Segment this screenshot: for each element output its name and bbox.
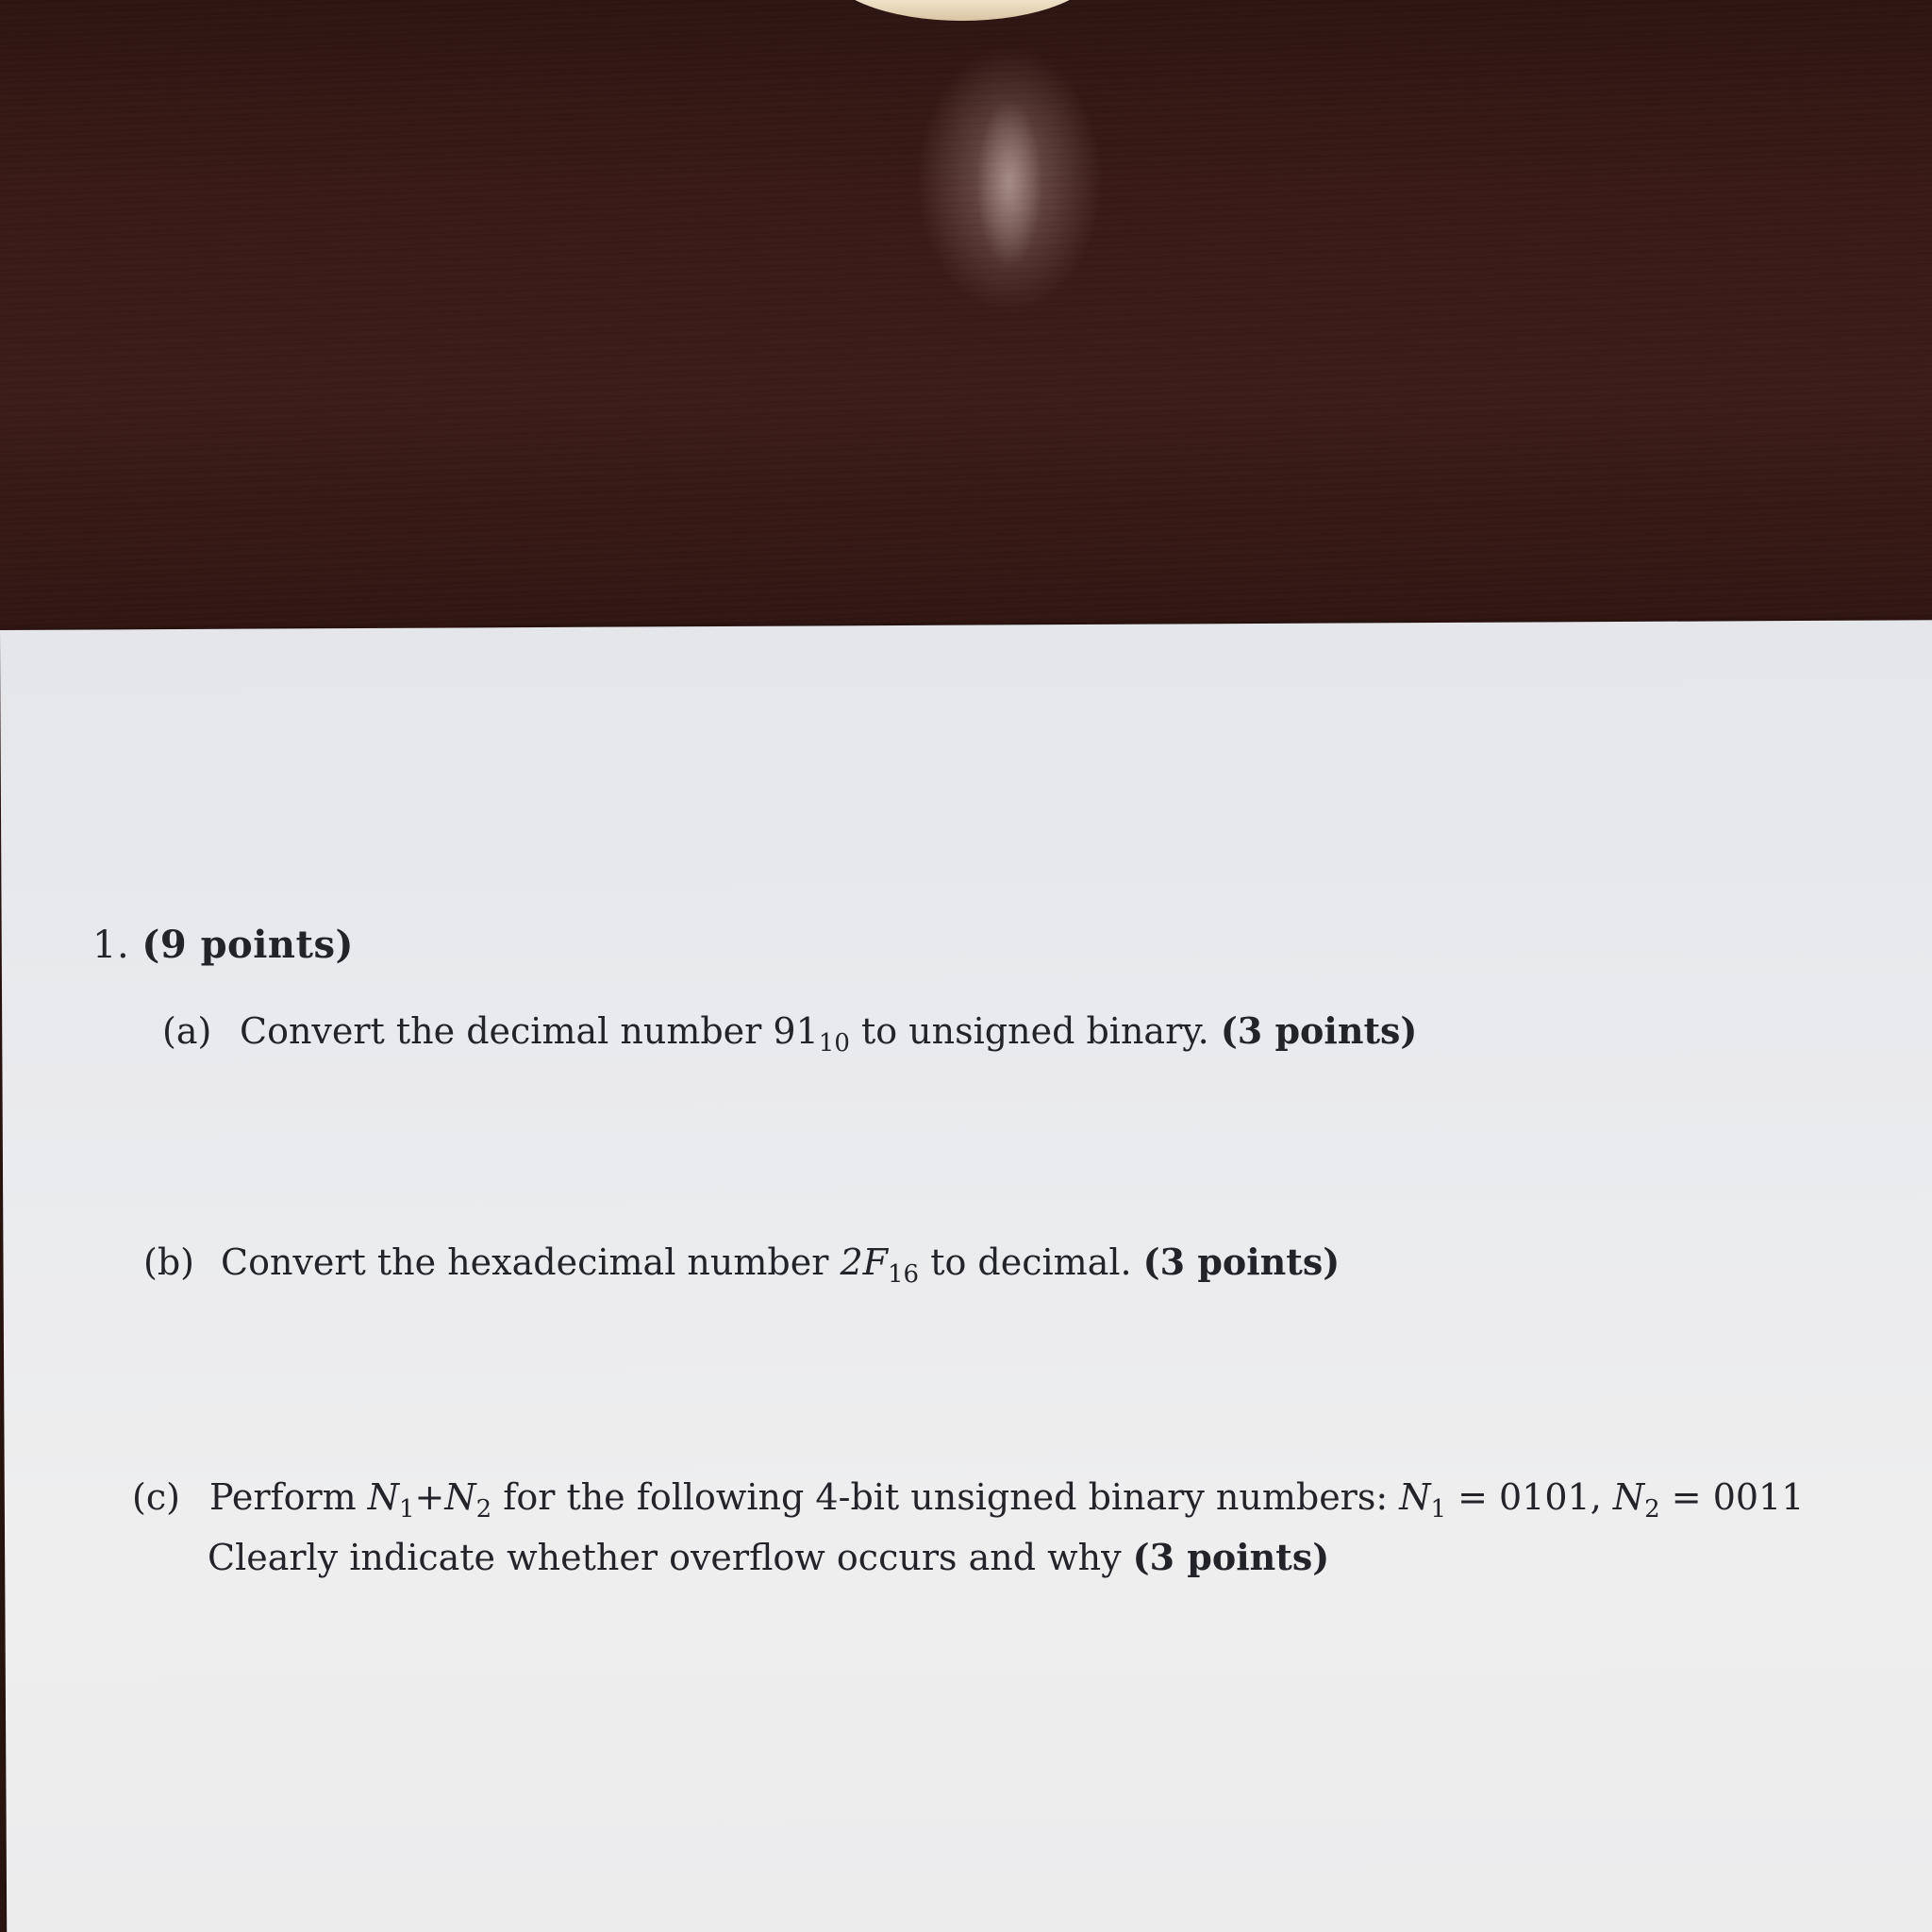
- part-c-eq1-var: N: [1399, 1476, 1431, 1518]
- part-c-line2-text: Clearly indicate whether overflow occurs and why: [208, 1537, 1133, 1578]
- part-c-label: (c): [132, 1476, 180, 1518]
- part-c-text-before: Perform: [209, 1476, 368, 1518]
- part-a: [162, 1009, 1417, 1058]
- question-points: (9 points): [142, 923, 354, 967]
- part-b-label: (b): [143, 1241, 194, 1283]
- part-a-base: 10: [818, 1029, 850, 1058]
- wood-table: [0, 0, 1932, 660]
- part-b-base: 16: [888, 1260, 920, 1289]
- part-c-eq1-val: = 0101,: [1446, 1476, 1613, 1518]
- part-c-n1-sub: 1: [398, 1495, 415, 1524]
- part-c-plus: +: [414, 1476, 445, 1518]
- part-c: [132, 1476, 1804, 1524]
- part-c-n2-sub: 2: [475, 1495, 492, 1524]
- part-a-label: (a): [162, 1010, 212, 1052]
- part-c-n1: N: [367, 1476, 399, 1518]
- question-number: 1.: [92, 924, 130, 967]
- part-c-eq2-var: N: [1612, 1476, 1645, 1518]
- part-a-text-before: Convert the decimal number: [240, 1010, 774, 1052]
- cup-reflection: [976, 99, 1042, 269]
- part-c-n2: N: [444, 1476, 476, 1518]
- part-c-points: (3 points): [1132, 1536, 1330, 1578]
- part-a-number: 91: [773, 1010, 819, 1052]
- part-a-points: (3 points): [1220, 1009, 1418, 1052]
- part-c-eq2-sub: 2: [1644, 1495, 1660, 1524]
- part-b-text-before: Convert the hexadecimal number: [221, 1241, 841, 1283]
- part-b: [143, 1241, 1340, 1289]
- part-b-text-after: to decimal.: [919, 1241, 1143, 1283]
- part-c-eq2-val: = 0011: [1659, 1476, 1805, 1518]
- part-b-number: 2F: [840, 1241, 889, 1283]
- part-c-eq1-sub: 1: [1430, 1495, 1447, 1524]
- part-b-points: (3 points): [1142, 1241, 1341, 1283]
- question-header: [92, 923, 354, 967]
- part-c-line2: [208, 1536, 1329, 1578]
- part-c-text-middle: for the following 4-bit unsigned binary numbers:: [491, 1476, 1400, 1518]
- part-a-text-after: to unsigned binary.: [849, 1010, 1221, 1052]
